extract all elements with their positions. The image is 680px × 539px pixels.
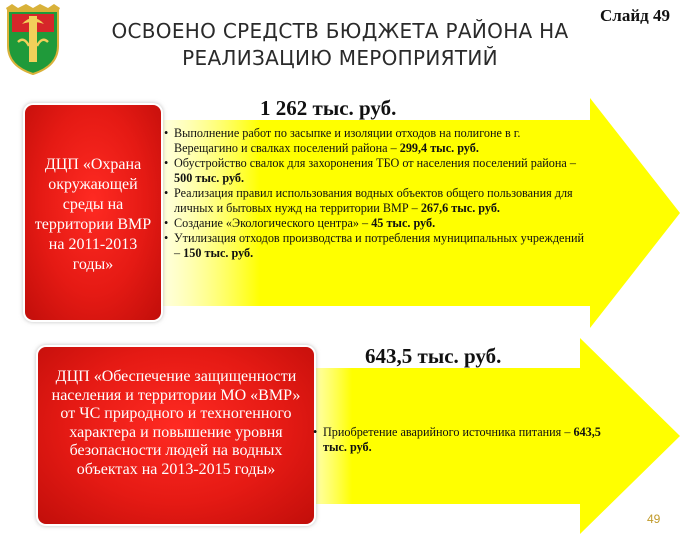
slide-title — [70, 18, 610, 72]
program-box-emergency — [38, 347, 314, 524]
bullet-list-2 — [313, 425, 603, 455]
page-number: 49 — [647, 512, 661, 526]
list-item: • Создание «Экологического центра» – 45 тыс. руб. — [164, 216, 436, 230]
title-line-2: РЕАЛИЗАЦИЮ МЕРОПРИЯТИЙ — [182, 46, 498, 70]
title-line-1: ОСВОЕНО СРЕДСТВ БЮДЖЕТА РАЙОНА НА — [111, 19, 569, 43]
list-item: • Приобретение аварийного источника питания – 643,5 тыс. руб. — [313, 425, 601, 454]
amount-label-1: 1 262 тыс. руб. — [260, 96, 397, 120]
list-item: • Реализация правил использования водных объектов общего пользования для личных и бытовых нужд на территории ВМР – 267,6 тыс. руб. — [164, 186, 573, 215]
coat-of-arms-emblem-icon — [4, 2, 62, 76]
program-title-2: ДЦП «Обеспечение защищенности населения и территории МО «ВМР» от ЧС природного и техногенного характера и повышение уровня безопасности людей на водных объектах на 2013-2015 годы» — [51, 368, 301, 478]
amount-label-2: 643,5 тыс. руб. — [365, 344, 502, 368]
bullet-list-1 — [164, 126, 584, 261]
list-item: • Выполнение работ по засыпке и изоляции отходов на полигоне в г. Верещагино и свалках поселений района – 299,4 тыс. руб. — [164, 126, 521, 155]
program-title-1: ДЦП «Охрана окружающей среды на территории ВМР на 2011-2013 годы» — [34, 156, 152, 273]
list-item: • Обустройство свалок для захоронения ТБО от населения поселений района – 500 тыс. руб. — [164, 156, 576, 185]
list-item: • Утилизация отходов производства и потребления муниципальных учреждений – 150 тыс. руб. — [164, 231, 585, 260]
slide-number-label: Слайд 49 — [600, 6, 670, 25]
program-box-environment — [25, 105, 161, 320]
